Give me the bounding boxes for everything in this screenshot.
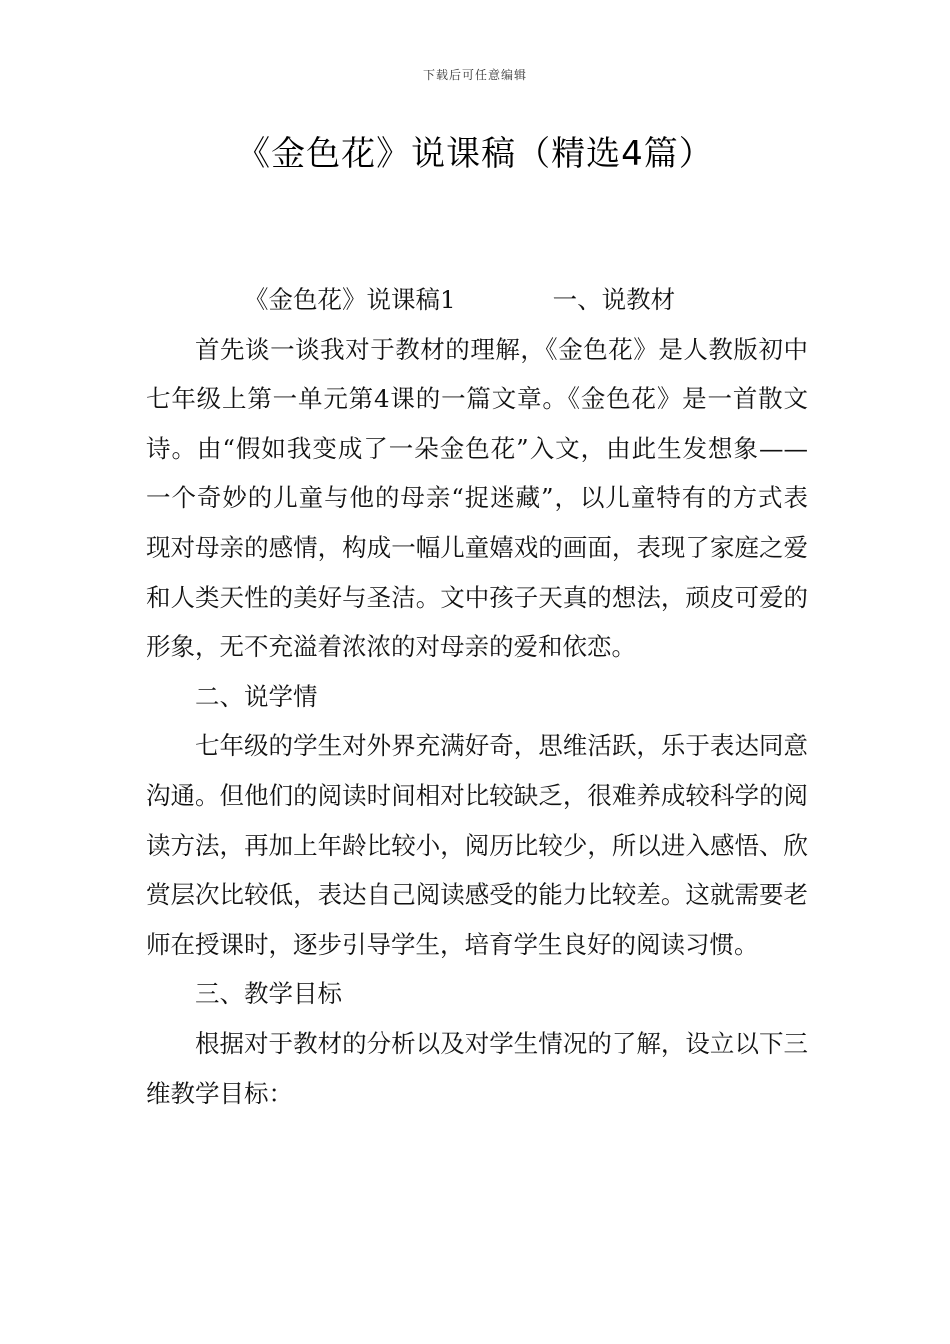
section-heading-teaching-goals: 三、教学目标: [195, 979, 342, 1009]
section-intro-line: [146, 275, 808, 325]
document-body: [146, 275, 808, 1118]
paragraph-student-analysis: 七年级的学生对外界充满好奇，思维活跃，乐于表达同意沟通。但他们的阅读时间相对比较缺乏，很难养成较科学的阅读方法，再加上年龄比较小，阅历比较少，所以进入感悟、欣赏层次比较低，表达自己阅读感受的能力比较差。这就需要老师在授课时，逐步引导学生，培育学生良好的阅读习惯。: [146, 731, 808, 959]
section-heading-student-analysis: 二、说学情: [195, 681, 318, 711]
document-title: 《金色花》说课稿（精选4篇）: [236, 134, 714, 174]
section-subtitle: 《金色花》说课稿1: [244, 285, 456, 314]
header-note: 下载后可任意编辑: [422, 68, 527, 82]
paragraph-teaching-goals: 根据对于教材的分析以及对学生情况的了解，设立以下三维教学目标：: [146, 1028, 808, 1108]
paragraph-teaching-material: 首先谈一谈我对于教材的理解，《金色花》是人教版初中七年级上第一单元第4课的一篇文章。《金色花》是一首散文诗。由“假如我变成了一朵金色花”入文，由此生发想象——一个奇妙的儿童与他的母亲“捉迷藏”，以儿童特有的方式表现对母亲的感情，构成一幅儿童嬉戏的画面，表现了家庭之爱和人类天性的美好与圣洁。文中孩子天真的想法，顽皮可爱的形象，无不充溢着浓浓的对母亲的爱和依恋。: [146, 334, 808, 662]
section-heading-teaching-material: 一、说教材: [552, 285, 676, 314]
